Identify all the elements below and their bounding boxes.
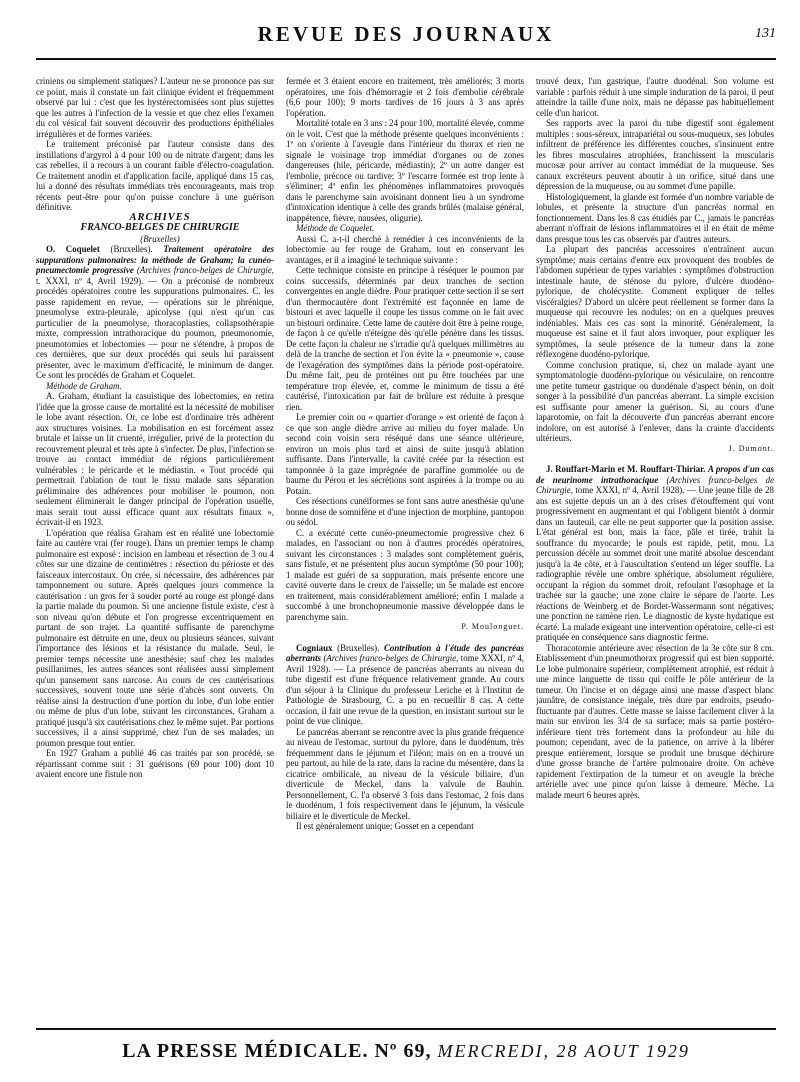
paragraph: Le pancréas aberrant se rencontre avec la plus grande fréquence au niveau de l'estomac, surtout du pylore, dans le duodénum, très fréquemment dans le jéjunum et l'iléon; mais on en a trouvé un peu partout, au hile de la rate, dans la racine du mésentère, dans la cicatrice ombilicale, au niveau de la vésicule biliaire, d'un diverticule de Meckel, dans la valvule de Bauhin. Personnellement, C. l'a observé 3 fois dans l'estomac, 2 fois dans le duodénum, 1 fois respectivement dans le jéjunum, la vésicule biliaire et le diverticule de Meckel.: [286, 726, 524, 821]
article-title: Traitement opératoire des suppurations pulmonaires: la méthode de Graham; la cunéo-pneumectomie progressive: [36, 244, 274, 275]
paragraph: Cette technique consiste en principe à réséquer le poumon par coins successifs, déterminés par deux tranches de section convergentes en angle dièdre. Pour pratiquer cette section il se sert d'un thermocautère dont l'extrémité est façonnée en lame de bistouri et avec laquelle il coupe les tissus comme on le fait avec un bistouri ordinaire. Cette lame de cautère doit être à peine rouge, de façon à ce qu'elle n'éteigne dès qu'elle pénètre dans les tissus. De cette façon la chaleur ne s'irradie qu'à quelques millimètres au delà de la tranche de section et l'on évite la « pneumonie », cause de l'exagération des symptômes dans la période post-opératoire. Du même fait, peu de protéines ont pu être touchées par une température trop élevée, et, comme le minimum de tissu a été cautérisé, l'intoxication par fait de brûlure est réduite à presque rien.: [286, 265, 524, 412]
article-ref: , tome XXXI, nº 4, Avril 1928).: [286, 653, 524, 674]
article-intro: [536, 464, 774, 643]
paragraph: — Une jeune fille de 28 ans est sujette depuis un an à des crises d'étouffement qui vont progressivement en augmentant et qui l'obligent bientôt à dormir dans un fauteuil, car elle ne peut supporter que la position assise. L'état général est bon, mais la face, pâle et tirée, trahit la souffrance du myocarde; le pouls est rapide, petit, mou. La percussion décèle au sommet droit une matité absolue descendant jusqu'à la 4e côte, et à l'auscultation s'entend un léger souffle. La radiographie révèle une ombre sphérique, absolument régulière, occupant la région du sommet droit, refoulant l'œsophage et la trachée sur la gauche; une zone claire le sépare de l'aorte. Les réactions de Weinberg et de Bordet-Wassermann sont négatives; une ponction ne ramène rien. Le diagnostic de kyste hydatique est écarté. La malade exigeant une intervention opératoire, celle-ci est pratiquée en conséquence sans diagnostic ferme.: [536, 485, 774, 642]
article-ref: , tome XXXI, nº 4, Avril 1928).: [570, 485, 685, 495]
paragraph: Mortalité totale en 3 ans : 24 pour 100, mortalité élevée, comme on le voit. C'est que la méthode présente quelques inconvénients : 1º on s'oriente à l'aveugle dans l'intérieur du thorax et rien ne signale le voisinage trop immédiat d'organes ou de zones dangereuses (hile, péricarde, médiastin); 2º un autre danger est l'embolie, précoce ou tardive; 3º l'escarre formée est trop lente à s'éliminer; 4º enfin les phénomènes inflammatoires provoqués dans le parenchyme sain avoisinant donnent lieu à un syndrome d'intoxication identique à celle des grands brûlés (malaise général, inappétence, fièvre, nausées, oligurie).: [286, 118, 524, 223]
paragraph: criniens ou simplement statiques? L'auteur ne se prononce pas sur ce point, mais il constate un fait clinique évident et fréquemment observé par lui : c'est que les hystérectomisées sont plus sujettes que les autres à l'infection de la vessie et que chez elles l'examen du col vésical fait souvent découvrir des productions épithéliales irrégulières et de formes variées.: [36, 76, 274, 139]
spacer: [536, 454, 774, 464]
section-city: (Bruxelles): [140, 233, 180, 244]
article-author: O. Coquelet: [46, 244, 100, 254]
running-title: REVUE DES JOURNAUX: [257, 22, 555, 46]
paragraph: En 1927 Graham a publié 46 cas traités par son procédé, se répartissant comme suit : 31 guérisons (69 pour 100) dont 10 avaient encore une fistule non: [36, 748, 274, 779]
article-author: Cogniaux: [296, 642, 333, 653]
article-source: (Archives franco-belges de Chirurgie: [536, 474, 774, 495]
page-header: [36, 20, 776, 52]
article-city: (Bruxelles).: [110, 244, 153, 254]
paragraph: Ces résections cunéiformes se font sans autre anesthésie qu'une bonne dose de somnifène et d'une injection de morphine, pantopon ou sédol.: [286, 496, 524, 527]
page-footer: [36, 1040, 776, 1063]
article-intro: [286, 643, 524, 727]
paragraph: — La présence de pancréas aberrants au niveau du tube digestif est d'une fréquence relativement grande. Au cours d'un séjour à la Clinique du professeur Leriche et à l'Institut de Pathologie de Strasbourg, C. a pu en recueillir 8 cas. A cette occasion, il fait une revue de la question, en insistant surtout sur le point de vue clinique.: [286, 663, 524, 726]
signature: J. Dumont.: [728, 443, 774, 453]
article-ref: , t. XXXI, nº 4, Avril 1929).: [36, 265, 274, 286]
paragraph: trouvé deux, l'un gastrique, l'autre duodénal. Son volume est variable : parfois réduit à une simple induration de la paroi, il peut atteindre la taille d'une noix, mais ne dépasse pas habituellement celle d'un haricot.: [536, 76, 774, 118]
paragraph: Thoracotomie antérieure avec résection de la 3e côte sur 8 cm. Etablissement d'un pneumothorax progressif qui est bien supporté. Le lobe pulmonaire supérieur, complètement atrophié, est réduit à une mince languette de tissu qui coiffe le pôle antérieur de la tumeur. On l'incise et on dégage ainsi une masse d'aspect blanc jaunâtre, de consistance inégale, très dure par endroits, pseudo-fluctuante par d'autres. Cette masse se laisse facilement cliver à la main sur environ les 3/4 de sa surface; mais sa partie postéro-inférieure tient très fortement dans la profondeur au hile du poumon; cependant, avec de la patience, on arrive à la libérer presque entièrement, lorsque se produit une brusque déchirure d'une grosse branche de l'artère pulmonaire droite. On achève rapidement l'extirpation de la tumeur et on aveugle la brèche artérielle avec une pince qu'on laisse à demeure. Mèche. La malade meurt 6 heures après.: [536, 642, 774, 800]
paragraph: fermée et 3 étaient encore en traitement, très améliorés; 3 morts opératoires, une fois d'hémorragie et 2 fois d'embolie cérébrale (6,6 pour 100); 9 morts tardives de 16 jours à 3 ans après l'opération.: [286, 76, 524, 118]
article-title: A propos d'un cas de neurinome intrathoracique: [536, 464, 774, 485]
paragraph: L'opération que réalisa Graham est en réalité une lobectomie faite au cautère vrai (fer rouge). Dans un premier temps le champ pulmonaire est exposé : incision en lambeau et résection de 3 ou 4 côtes sur une dizaine de centimètres : résection du périoste et des faisceaux intercostaux. On crée, si nécessaire, des adhérences par tamponnement ou suture. Après quelques jours commence la cautérisation : un gros fer à souder porté au rouge est plongé dans la partie malade du poumon. Si une ancienne fistule existe, c'est à son niveau qu'on débute et l'on progresse excentriquement en partant de son trajet. La quantité suffisante de parenchyme pulmonaire est détruite en une, deux ou plusieurs séances, suivant l'importance des lésions et la résistance du malade. Seul, le premier temps nécessite une anesthésie; sauf chez les malades pusillanimes, les autres séances sont réalisées aussi simplement qu'un pansement sans narcose. Au cours de ces cautérisations successives, souvent toute une série d'abcès sont ouverts. On réalise ainsi la destruction d'une portion du lobe, d'un lobe entier ou même de plus d'un lobe, suivant les circonstances. Graham a pratiqué jusqu'à six cautérisations chez le même sujet. Par portions successives, il a ainsi supprimé, chez l'un de ses malades, un poumon presque tout entier.: [36, 527, 274, 748]
column-3: [536, 76, 774, 1022]
article-source: (Archives franco-belges de Chirurgie: [136, 265, 272, 275]
article-source: (Archives franco-belges de Chirurgie: [323, 653, 457, 663]
column-1: [36, 76, 274, 1022]
header-rule: [36, 58, 776, 60]
subheading: Méthode de Coquelet.: [296, 223, 375, 233]
paragraph: — On a préconisé de nombreux procédés opératoires contre les suppurations pulmonaires. C. les passe rapidement en revue, — opérations sur le phrénique, pneumolyse extra-pleurale, apicolyse (qui n'est qu'un cas particulier de la pneumolyse, thoracoplasties, collapsothérapie mixte, compression intrathoracique du poumon, pneumonomie, pneumotomies et lobectomies — pour ne s'étendre, à propos de ces dernières, que sur deux procédés qui seuls lui paraissent présenter, avec le maximum d'efficacité, le minimum de danger. Ce sont les procédés de Graham et Coquelet.: [36, 275, 274, 380]
paragraph: Ses rapports avec la paroi du tube digestif sont également multiples : sous-séreux, intrapariétal ou sous-muqueux, ses lobules infiltrent de préférence les différentes couches, s'insinuent entre les fibres musculaires atrophiées, franchissent la muscularis mucosæ pour arriver au contact immédiat de la muqueuse. Ses canaux excréteurs peuvent aboutir à un orifice, situé dans une dépression de la muqueuse, ou au sommet d'une papille.: [536, 118, 774, 191]
subheading: Méthode de Graham.: [46, 380, 122, 391]
article-author: J. Rouffart-Marin et M. Rouffart-Thiriar.: [546, 464, 706, 474]
paragraph: C. a exécuté cette cunéo-pneumectomie progressive chez 6 malades, en l'associant ou non à d'autres procédés opératoires, suivant les circonstances : 3 malades sont complètement guéris, sans fistule, et ne présentent plus aucun symptôme (50 pour 100); 1 malade est guéri de sa suppuration, mais présente encore une cavité ouverte dans le creux de l'aisselle; un 5e malade est encore en traitement, mais considérablement amélioré; enfin 1 malade a succombé à une bronchopneumonie massive développée dans le parenchyme sain.: [286, 527, 524, 622]
issue-date: MERCREDI, 28 AOUT 1929: [437, 1041, 690, 1061]
paragraph: Le traitement préconisé par l'auteur consiste dans des instillations d'argyrol à 4 pour 100 ou de nitrate d'argent; dans les cas rebelles, il a recours à un courant faible d'électro-coagulation. Ce traitement anodin et d'application facile, appliqué dans 15 cas, lui a donné des résultats immédiats très encourageants, mais trop récents peut-être pour qu'on puisse conclure à une guérison définitive.: [36, 139, 274, 212]
section-subheading: FRANCO-BELGES DE CHIRURGIE: [80, 222, 240, 233]
paragraph: Le premier coin ou « quartier d'orange » est orienté de façon à ce que son angle dièdre arrive au milieu du foyer malade. Un second coin voisin sera réséqué dans une séance ultérieure, environ un mois plus tard et ainsi de suite jusqu'à ablation suffisante. Dans l'intervalle, la cavité créée par la résection est tamponnée à la gaze imprégnée de paraffine gommolée ou de baume du Pérou et les sécrétions sont aspirées à la trompe ou au Potain.: [286, 412, 524, 496]
paragraph: Histologiquement, la glande est formée d'un nombre variable de lobules, et présente la structure d'un pancréas normal en fonctionnement. Dans les 8 cas étudiés par C., jamais le pancréas aberrant n'offrait de lésions inflammatoires et il en était de même dans presque tous les cas observés par d'autres auteurs.: [536, 191, 774, 244]
signature: P. Moulonguet.: [461, 622, 524, 631]
article-city: (Bruxelles).: [337, 642, 380, 653]
article-intro: [36, 244, 274, 381]
paragraph: Aussi C. a-t-il cherché à remédier à ces inconvénients de la lobectomie au fer rouge de Graham, tout en conservant les avantages, et il a imaginé le technique suivante :: [286, 233, 524, 265]
footer-rule: [36, 1028, 776, 1030]
page-number: 131: [755, 26, 776, 41]
paragraph: Il est généralement unique; Gosset en a cependant: [296, 821, 474, 831]
journal-name: LA PRESSE MÉDICALE. Nº 69,: [122, 1040, 432, 1062]
article-title: Contribution à l'étude des pancréas aberrants: [286, 642, 524, 663]
spacer: [286, 633, 524, 643]
article-columns: [36, 76, 776, 1022]
column-2: [286, 76, 524, 1022]
paragraph: A. Graham, étudiant la casuistique des lobectomies, en retira l'idée que la grosse cause de mortalité est la nécessité de mobiliser le lobe avant résection. Or, ce lobe est d'ordinaire très adhérent aux structures voisines. La mobilisation en est forcément assez brutale et laisse un lit cruenté, irrégulier, privé de la protection du recouvrement pleural et très apte à s'infecter. De plus, l'infection se trouve au contact immédiat de régions particulièrement vulnérables : le péricarde et le médiastin. « Tout procédé qui permettrait l'ablation de tout le tissu malade sans séparation préliminaire des adhérences pour mobiliser le poumon, non seulement éliminerait le danger principal de l'opération usuelle, mais serait tout aussi efficace quant aux résultats finaux », écrivait-il en 1923.: [36, 391, 274, 527]
section-heading: ARCHIVES: [129, 211, 191, 223]
paragraph: La plupart des pancréas accessoires n'entraînent aucun symptôme; mais certains d'entre eux provoquent des troubles de l'abdomen supérieur de types variables : symptômes d'obstruction intestinale haute, de sténose du pylore, d'ulcère duodéno-pylorique, de cholécystite. Comment expliquer de telles viscéralgies? D'abord un ulcère peut réellement se former dans la muqueuse qui recouvre les nodules; on en a quelques preuves indéniables. Mais ces cas sont la minorité. Généralement, la muqueuse est saine et il faut alors invoquer, pour expliquer les symptômes, la seule présence de la tumeur dans la zone réflexogène duodéno-pylorique.: [536, 244, 774, 359]
paragraph: Comme conclusion pratique, si, chez un malade ayant une symptomatologie duodéno-pylorique ou vésiculaire, on rencontre une petite tumeur gastrique ou duodénale d'aspect bénin, on doit songer à la possibilité d'un pancréas aberrant. La simple excision est suffisante pour amener la guérison. Si, au cours d'une laparotomie, on fait la découverte d'un pancréas aberrant encore indolore, on est autorisé à l'enlever, dans la crainte d'accidents ultérieurs.: [536, 359, 774, 443]
